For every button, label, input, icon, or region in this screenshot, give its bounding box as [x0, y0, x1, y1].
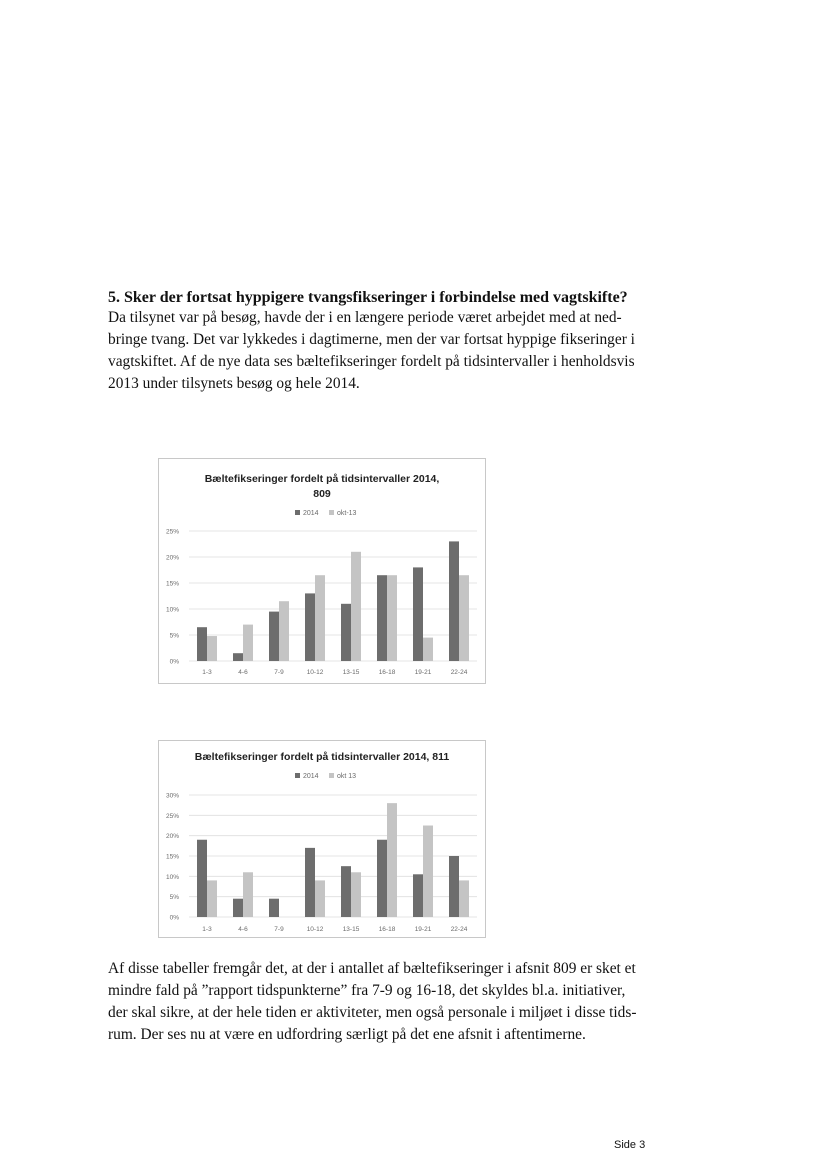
chart1-bar-series2 [423, 826, 433, 918]
chart0-x-tick-label: 13-15 [342, 669, 360, 676]
chart-809 [158, 458, 486, 684]
chart0-y-tick-label: 25% [165, 528, 179, 536]
page-number: Side 3 [614, 1139, 646, 1151]
chart1-bar-series1 [341, 866, 351, 917]
chart1-x-tick-label: 1-3 [202, 926, 212, 933]
chart0-bar-series1 [305, 593, 315, 661]
chart0-bar-series1 [377, 575, 387, 661]
chart-811-svg [159, 741, 485, 937]
chart1-y-tick-label: 0% [169, 914, 179, 922]
chart0-y-tick-label: 15% [165, 580, 179, 588]
chart1-x-tick-label: 13-15 [342, 926, 360, 933]
chart1-bar-series2 [315, 880, 325, 917]
chart0-bar-series2 [423, 638, 433, 661]
chart0-bar-series2 [207, 636, 217, 661]
chart0-x-tick-label: 4-6 [238, 669, 248, 676]
chart0-title: 809 [313, 488, 331, 500]
chart1-legend-swatch-2 [329, 773, 334, 778]
chart0-bar-series2 [279, 601, 289, 661]
chart0-y-tick-label: 20% [165, 554, 179, 562]
chart0-bar-series2 [315, 575, 325, 661]
chart0-bar-series2 [387, 575, 397, 661]
chart0-bar-series1 [449, 541, 459, 661]
chart0-bar-series2 [243, 625, 253, 661]
chart0-legend-swatch-1 [295, 510, 300, 515]
chart1-y-tick-label: 30% [165, 792, 179, 800]
chart1-x-tick-label: 22-24 [450, 926, 468, 933]
chart1-bar-series2 [351, 872, 361, 917]
chart1-legend-swatch-1 [295, 773, 300, 778]
chart0-legend-label-1: 2014 [303, 510, 319, 517]
chart0-y-tick-label: 10% [165, 606, 179, 614]
chart0-title: Bæltefikseringer fordelt på tidsintervaller 2014, [204, 473, 440, 485]
conclusion-paragraph: Af disse tabeller fremgår det, at der i antallet af bæltefikseringer i afsnit 809 er sket et mindre fald på ”rapport tidspunkterne” fra 7-9 og 16-18, det skyldes bl.a. initiativer, der skal sikre, at der hele tiden er aktiviteter, men også personale i miljøet i disse tids-rum. Der ses nu at være en udfordring særligt på det ene afsnit i aftentimerne. [108, 960, 637, 1043]
chart0-bar-series1 [341, 604, 351, 661]
chart1-y-tick-label: 15% [165, 853, 179, 861]
chart0-x-tick-label: 22-24 [450, 669, 468, 676]
chart0-x-tick-label: 1-3 [202, 669, 212, 676]
chart1-bar-series1 [269, 899, 279, 917]
chart0-x-tick-label: 19-21 [414, 669, 432, 676]
chart0-bar-series1 [197, 627, 207, 661]
chart0-bar-series2 [351, 552, 361, 661]
chart1-bar-series1 [233, 899, 243, 917]
chart1-y-tick-label: 20% [165, 833, 179, 841]
chart1-x-tick-label: 4-6 [238, 926, 248, 933]
chart0-y-tick-label: 5% [169, 632, 179, 640]
chart1-bar-series2 [387, 803, 397, 917]
chart1-bar-series2 [207, 880, 217, 917]
chart1-bar-series1 [197, 840, 207, 917]
chart1-x-tick-label: 16-18 [378, 926, 396, 933]
chart1-bar-series1 [413, 874, 423, 917]
chart0-legend [295, 510, 357, 517]
chart1-title: Bæltefikseringer fordelt på tidsintervaller 2014, 811 [194, 751, 450, 763]
chart1-bar-series1 [305, 848, 315, 917]
chart1-legend-label-1: 2014 [303, 773, 319, 780]
chart0-legend-swatch-2 [329, 510, 334, 515]
chart0-legend-label-2: okt-13 [337, 510, 357, 517]
chart1-bar-series1 [377, 840, 387, 917]
chart-811 [158, 740, 486, 938]
chart1-x-tick-label: 19-21 [414, 926, 432, 933]
chart0-bar-series1 [233, 653, 243, 661]
chart1-x-tick-label: 7-9 [274, 926, 284, 933]
section-paragraph: Da tilsynet var på besøg, havde der i en længere periode været arbejdet med at ned-bringe tvang. Det var lykkedes i dagtimerne, men der var fortsat hyppige fikseringer i vagtskiftet. Af de nye data ses bæltefikseringer fordelt på tidsintervaller i henholdsvis 2013 under tilsynets besøg og hele 2014. [108, 309, 635, 392]
chart0-y-tick-label: 0% [169, 658, 179, 666]
chart1-y-tick-label: 10% [165, 873, 179, 881]
chart1-y-tick-label: 5% [169, 894, 179, 902]
chart1-y-tick-label: 25% [165, 812, 179, 820]
chart0-bar-series2 [459, 575, 469, 661]
chart0-x-tick-label: 10-12 [306, 669, 324, 676]
chart1-bar-series2 [459, 880, 469, 917]
chart1-legend-label-2: okt 13 [337, 773, 357, 780]
chart0-bar-series1 [269, 612, 279, 661]
chart0-bar-series1 [413, 567, 423, 661]
chart1-x-tick-label: 10-12 [306, 926, 324, 933]
chart-809-svg [159, 459, 485, 683]
chart0-x-tick-label: 16-18 [378, 669, 396, 676]
chart1-bar-series2 [243, 872, 253, 917]
chart1-bar-series1 [449, 856, 459, 917]
chart1-legend [295, 773, 356, 780]
section-heading: 5. Sker der fortsat hyppigere tvangsfikseringer i forbindelse med vagtskifte? [108, 289, 628, 306]
chart0-x-tick-label: 7-9 [274, 669, 284, 676]
